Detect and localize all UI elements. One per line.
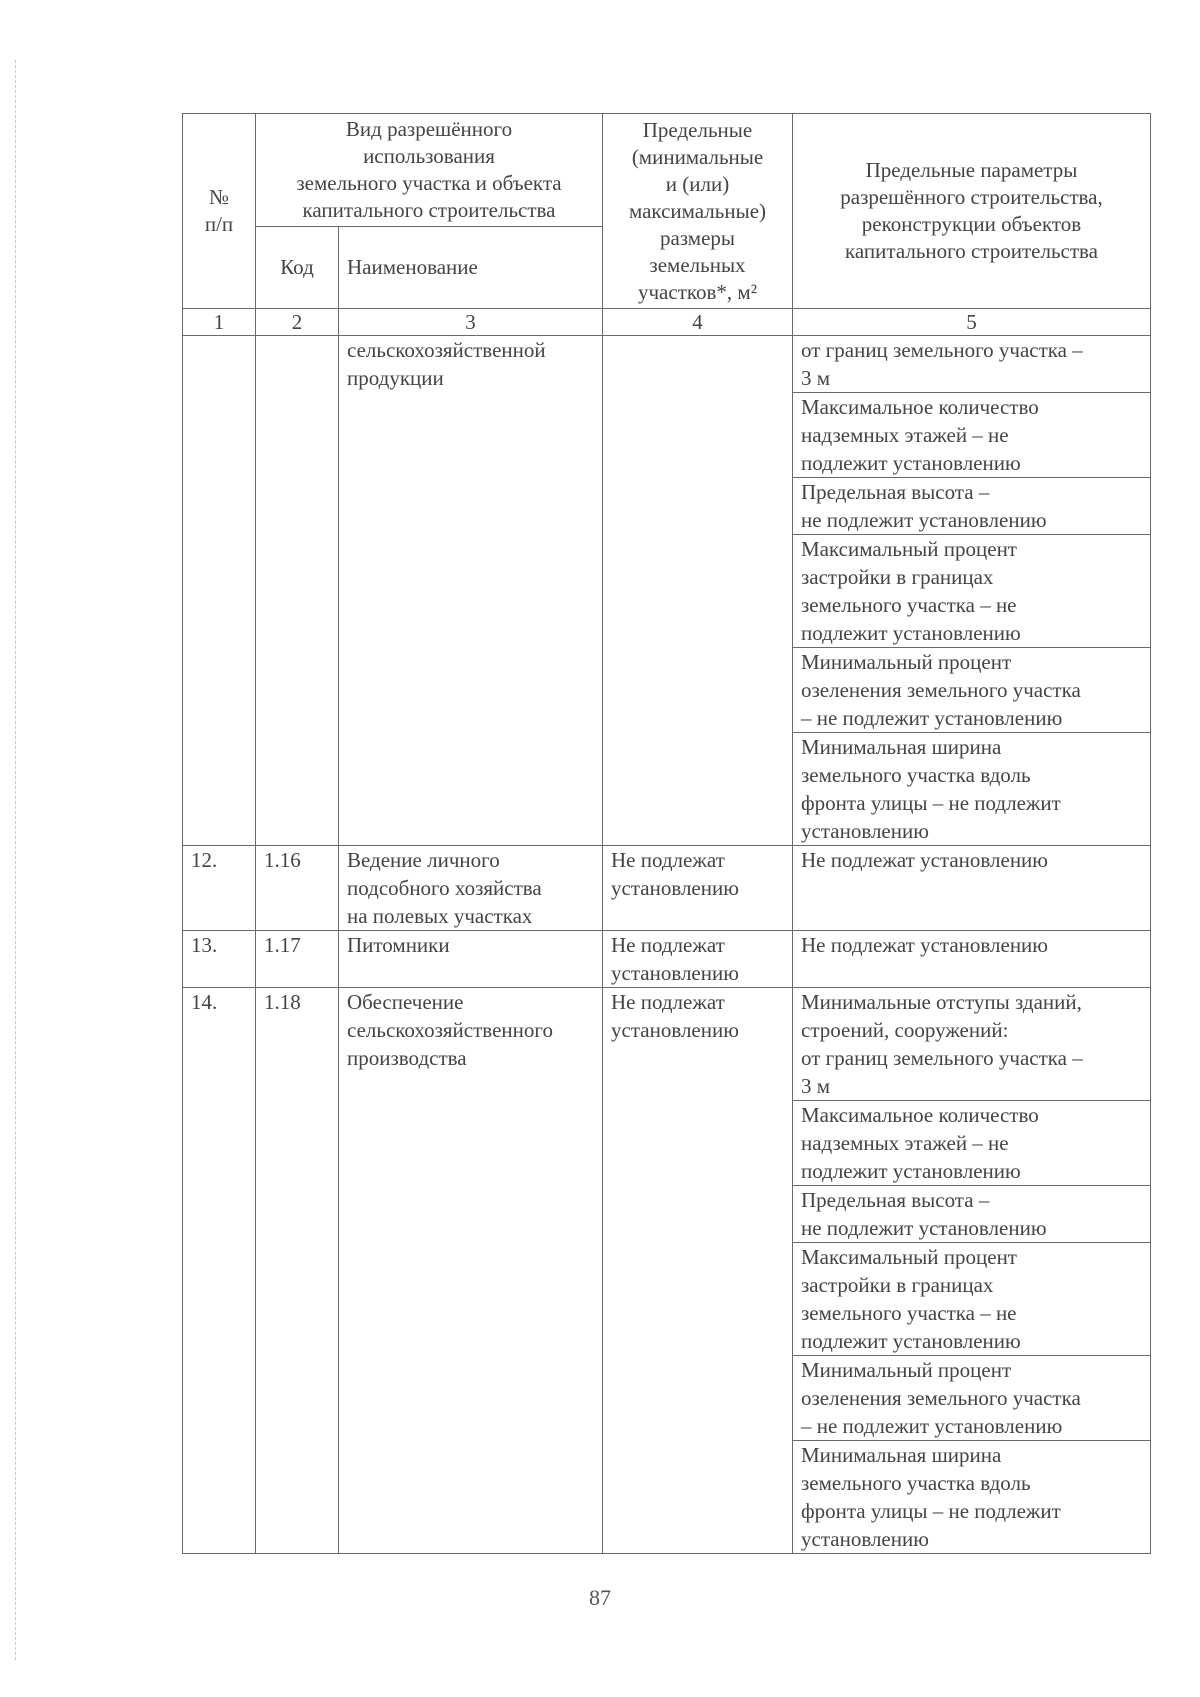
parameter-item: Максимальный процент застройки в границах земельного участка – не подлежит установлению	[793, 1243, 1150, 1356]
page-number: 87	[589, 1585, 611, 1610]
row-code: 1.17	[256, 931, 339, 988]
scan-edge-line	[15, 60, 16, 1660]
header-number: № п/п	[183, 114, 256, 309]
column-number: 3	[339, 309, 603, 336]
row-code: 1.18	[256, 988, 339, 1554]
row-number: 12.	[183, 846, 256, 931]
parameter-item: Минимальная ширина земельного участка вдоль фронта улицы – не подлежит установлению	[801, 735, 1061, 843]
parameter-item: Минимальная ширина земельного участка вдоль фронта улицы – не подлежит установлению	[801, 1443, 1061, 1551]
header-plot-sizes: Предельные (минимальные и (или) максимальные) размеры земельных участков*, м²	[603, 114, 793, 309]
row-name: Ведение личного подсобного хозяйства на полевых участках	[339, 846, 603, 931]
parameter-item: Максимальное количество надземных этажей – не подлежит установлению	[793, 1101, 1150, 1186]
row-name: Обеспечение сельскохозяйственного производства	[339, 988, 603, 1554]
parameter-item: от границ земельного участка – 3 м	[793, 336, 1150, 393]
parameter-item: Максимальное количество надземных этажей – не подлежит установлению	[793, 393, 1150, 478]
row-code: 1.16	[256, 846, 339, 931]
row-code	[256, 336, 339, 846]
row-name: сельскохозяйственной продукции	[339, 336, 603, 846]
parameter-item: Максимальный процент застройки в границах земельного участка – не подлежит установлению	[793, 535, 1150, 648]
parameter-item: Минимальные отступы зданий, строений, сооружений: от границ земельного участка – 3 м	[793, 988, 1150, 1101]
column-number: 2	[256, 309, 339, 336]
column-number: 1	[183, 309, 256, 336]
column-number-row	[183, 309, 1151, 336]
row-sizes: Не подлежат установлению	[603, 931, 793, 988]
header-name: Наименование	[339, 227, 603, 309]
column-number: 4	[603, 309, 793, 336]
row-number	[183, 336, 256, 846]
row-sizes: Не подлежат установлению	[603, 846, 793, 931]
column-number: 5	[793, 309, 1151, 336]
row-sizes	[603, 336, 793, 846]
table-row	[183, 931, 1151, 988]
parameter-item: Не подлежат установлению	[801, 848, 1048, 872]
table-row	[183, 846, 1151, 931]
row-sizes: Не подлежат установлению	[603, 988, 793, 1554]
parameter-item: Предельная высота – не подлежит установлению	[793, 478, 1150, 535]
row-parameters	[793, 336, 1151, 846]
parameter-item: Не подлежат установлению	[801, 933, 1048, 957]
table-row	[183, 336, 1151, 846]
parameter-item: Минимальный процент озеленения земельного участка – не подлежит установлению	[793, 648, 1150, 733]
row-name: Питомники	[339, 931, 603, 988]
row-number: 14.	[183, 988, 256, 1554]
table-row	[183, 988, 1151, 1554]
parameter-item: Минимальный процент озеленения земельного участка – не подлежит установлению	[793, 1356, 1150, 1441]
header-use-type: Вид разрешённого использования земельного участка и объекта капитального строительства	[256, 114, 603, 227]
row-parameters	[793, 931, 1151, 988]
row-parameters	[793, 988, 1151, 1554]
parameter-item: Предельная высота – не подлежит установлению	[793, 1186, 1150, 1243]
row-parameters	[793, 846, 1151, 931]
land-use-table	[182, 113, 1151, 1554]
header-parameters: Предельные параметры разрешённого строительства, реконструкции объектов капитального строительства	[793, 114, 1151, 309]
row-number: 13.	[183, 931, 256, 988]
header-code: Код	[256, 227, 339, 309]
